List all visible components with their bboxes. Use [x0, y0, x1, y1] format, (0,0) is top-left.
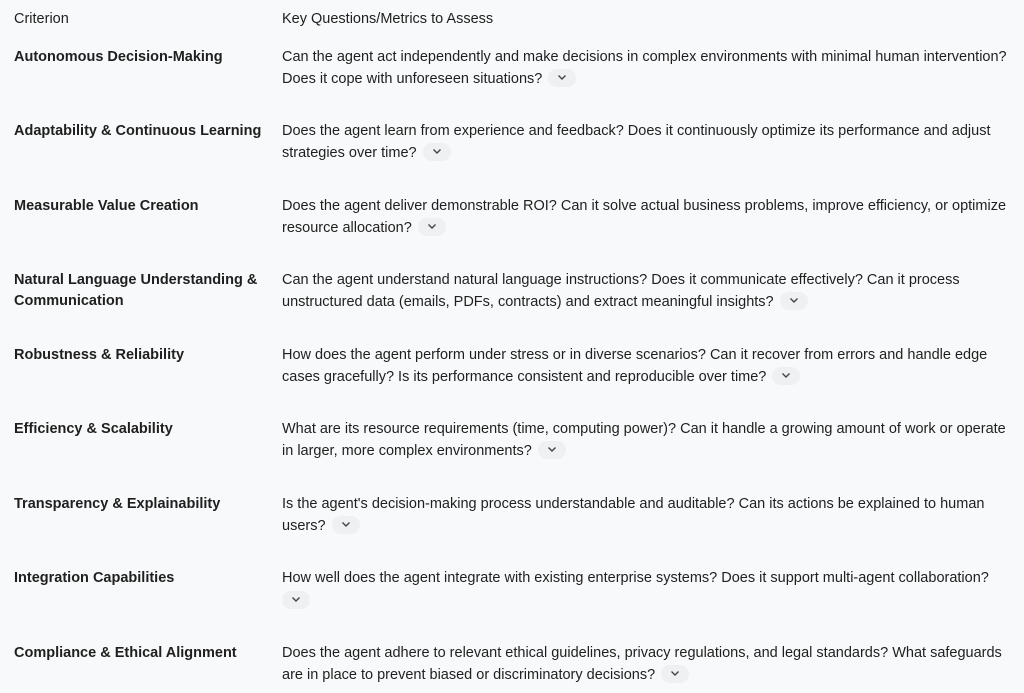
question-text: Can the agent understand natural language instructions? Does it communicate effectively? Can it process unstructured data (emails, PDFs, contracts) and extract meaningful insights? — [282, 272, 960, 310]
table-row — [0, 269, 1024, 339]
question-cell — [282, 344, 1012, 388]
criterion-cell: Transparency & Explainability — [14, 496, 221, 512]
table-row — [0, 418, 1024, 488]
chevron-down-icon — [670, 670, 680, 677]
table-row — [0, 642, 1024, 693]
question-cell — [282, 642, 1012, 686]
chevron-down-icon — [427, 223, 437, 230]
table-header-row — [0, 0, 1024, 40]
table-row — [0, 120, 1024, 190]
expand-button[interactable] — [538, 441, 566, 459]
question-cell — [282, 567, 1012, 610]
chevron-down-icon — [781, 372, 791, 379]
header-questions: Key Questions/Metrics to Assess — [282, 11, 494, 27]
chevron-down-icon — [432, 148, 442, 155]
chevron-down-icon — [341, 521, 351, 528]
expand-button[interactable] — [780, 292, 808, 310]
criterion-cell: Adaptability & Continuous Learning — [14, 123, 262, 139]
table-row — [0, 344, 1024, 414]
question-cell — [282, 493, 1012, 537]
question-cell — [282, 46, 1012, 90]
criterion-cell: Compliance & Ethical Alignment — [14, 645, 237, 661]
chevron-down-icon — [291, 596, 301, 603]
chevron-down-icon — [789, 297, 799, 304]
expand-button[interactable] — [282, 591, 310, 609]
expand-button[interactable] — [548, 69, 576, 87]
table-row — [0, 567, 1024, 637]
question-cell — [282, 418, 1012, 462]
table-row — [0, 493, 1024, 563]
criterion-cell: Measurable Value Creation — [14, 198, 199, 214]
question-cell — [282, 195, 1012, 239]
question-text: Does the agent learn from experience and feedback? Does it continuously optimize its performance and adjust strategies over time? — [282, 123, 991, 161]
criterion-cell: Robustness & Reliability — [14, 347, 185, 363]
question-text: Does the agent deliver demonstrable ROI? Can it solve actual business problems, improve efficiency, or optimize resource allocation? — [282, 198, 1007, 236]
chevron-down-icon — [547, 446, 557, 453]
question-cell — [282, 269, 1012, 313]
question-text: How well does the agent integrate with existing enterprise systems? Does it support multi-agent collaboration? — [282, 570, 989, 586]
chevron-down-icon — [557, 74, 567, 81]
expand-button[interactable] — [332, 516, 360, 534]
criterion-cell: Natural Language Understanding & Communication — [14, 272, 258, 309]
question-text: What are its resource requirements (time, computing power)? Can it handle a growing amount of work or operate in larger, more complex environments? — [282, 421, 1006, 459]
question-text: How does the agent perform under stress or in diverse scenarios? Can it recover from errors and handle edge cases gracefully? Is its performance consistent and reproducible over time? — [282, 347, 988, 385]
question-text: Is the agent's decision-making process understandable and auditable? Can its actions be explained to human users? — [282, 496, 985, 534]
table-row — [0, 195, 1024, 265]
expand-button[interactable] — [418, 218, 446, 236]
expand-button[interactable] — [423, 143, 451, 161]
table-row — [0, 46, 1024, 116]
question-text: Can the agent act independently and make decisions in complex environments with minimal human intervention? Does it cope with unforeseen situations? — [282, 49, 1007, 87]
question-text: Does the agent adhere to relevant ethical guidelines, privacy regulations, and legal standards? What safeguards are in place to prevent biased or discriminatory decisions? — [282, 645, 1002, 683]
criterion-cell: Autonomous Decision-Making — [14, 49, 223, 65]
criterion-cell: Integration Capabilities — [14, 570, 175, 586]
question-cell — [282, 120, 1012, 164]
expand-button[interactable] — [661, 665, 689, 683]
criterion-cell: Efficiency & Scalability — [14, 421, 173, 437]
expand-button[interactable] — [772, 367, 800, 385]
header-criterion: Criterion — [14, 11, 69, 27]
